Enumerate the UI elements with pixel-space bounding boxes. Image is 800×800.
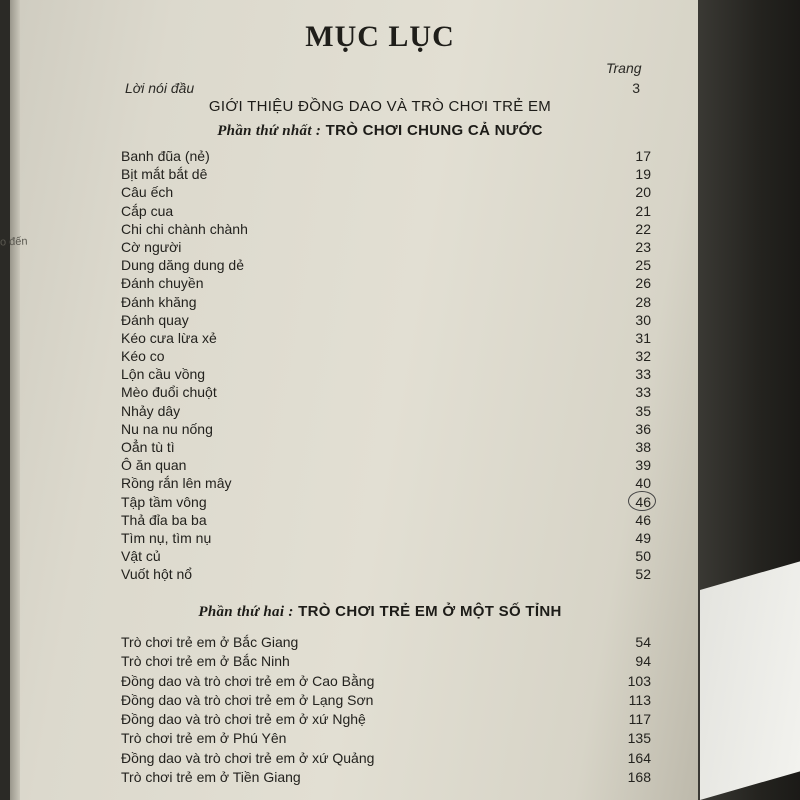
toc-entry-page: 20: [635, 184, 651, 201]
toc-entry-page: 113: [628, 691, 651, 708]
toc-entry: [121, 329, 651, 347]
toc-entry-label: Trò chơi trẻ em ở Bắc Ninh: [121, 653, 290, 670]
toc-entry-label: Đánh chuyền: [121, 275, 204, 292]
toc-entry: [121, 547, 651, 565]
toc-entry-label: Trò chơi trẻ em ở Phú Yên: [121, 730, 287, 747]
toc-entry: [121, 691, 651, 710]
toc-entry-label: Đồng dao và trò chơi trẻ em ở xứ Nghệ: [121, 711, 366, 728]
preface-page: 3: [632, 80, 640, 96]
toc-entry: [121, 256, 651, 274]
toc-entry-label: Đồng dao và trò chơi trẻ em ở xứ Quảng: [121, 749, 375, 766]
toc-entry-label: Rồng rắn lên mây: [121, 475, 232, 492]
toc-entry-page: 28: [635, 293, 651, 310]
toc-entry: [121, 749, 651, 768]
toc-entry: [121, 768, 651, 787]
preface-entry: [125, 80, 645, 100]
toc-entry-page: 54: [635, 634, 651, 650]
toc-entry-label: Trò chơi trẻ em ở Bắc Giang: [121, 634, 299, 650]
toc-entry-label: Bịt mắt bắt dê: [121, 166, 208, 183]
toc-entry-page: 31: [635, 329, 651, 346]
toc-entry-page: 135: [627, 730, 651, 747]
part2-prefix: Phần thứ hai :: [198, 604, 294, 620]
part1-list: [121, 147, 651, 584]
part1-heading: [110, 122, 650, 140]
toc-entry: [121, 238, 651, 256]
toc-entry: [121, 474, 651, 492]
toc-entry-page: 23: [635, 238, 651, 255]
preface-label: Lời nói đầu: [125, 80, 195, 96]
toc-entry-page: 25: [635, 257, 651, 274]
toc-entry-label: Banh đũa (nẻ): [121, 148, 210, 164]
toc-entry-page: 39: [635, 457, 651, 474]
toc-entry: [121, 165, 651, 183]
part2-heading: [110, 603, 650, 621]
toc-entry: [121, 565, 651, 583]
toc-entry-label: Ô ăn quan: [121, 457, 187, 474]
toc-entry-page: 103: [627, 672, 651, 689]
toc-entry-page: 22: [635, 220, 651, 237]
toc-entry: [121, 220, 651, 238]
toc-entry: [121, 529, 651, 547]
toc-entry-label: Kéo cưa lừa xẻ: [121, 329, 217, 346]
toc-entry: [121, 383, 651, 401]
toc-entry: [121, 511, 651, 529]
toc-entry-label: Đồng dao và trò chơi trẻ em ở Lạng Sơn: [121, 691, 374, 708]
toc-entry: [121, 402, 651, 420]
toc-entry: [121, 456, 651, 474]
toc-entry-page: 32: [635, 348, 651, 365]
part1-title: TRÒ CHƠI CHUNG CẢ NƯỚC: [325, 122, 543, 139]
toc-entry: [121, 672, 651, 691]
toc-entry-page: 26: [635, 275, 651, 292]
toc-entry-page: 168: [627, 769, 651, 786]
toc-entry: [121, 183, 651, 201]
toc-entry: [121, 710, 651, 729]
toc-entry-label: Lộn cầu vồng: [121, 366, 206, 383]
toc-entry-page: 46: [635, 511, 651, 528]
toc-entry-label: Dung dăng dung dẻ: [121, 257, 244, 274]
toc-entry-label: Đánh khăng: [121, 293, 197, 310]
toc-entry-label: Kéo co: [121, 348, 165, 365]
toc-entry-label: Mèo đuổi chuột: [121, 384, 217, 401]
toc-entry-page: 52: [635, 566, 651, 583]
page-spine: [10, 0, 20, 800]
toc-entry: [121, 420, 651, 438]
toc-entry-label: Tìm nụ, tìm nụ: [121, 529, 212, 546]
toc-entry: [121, 347, 651, 365]
toc-entry: [121, 311, 651, 329]
part1-prefix: Phần thứ nhất :: [217, 123, 322, 139]
toc-entry: [121, 493, 651, 511]
toc-entry: [121, 365, 651, 383]
toc-entry-label: Oẳn tù tì: [121, 439, 175, 455]
intro-heading: GIỚI THIỆU ĐỒNG DAO VÀ TRÒ CHƠI TRẺ EM: [208, 98, 552, 115]
toc-entry: [121, 438, 651, 456]
toc-entry-label: Cắp cua: [121, 202, 174, 219]
toc-entry-page: 35: [635, 402, 651, 419]
page-column-label: Trang: [606, 60, 642, 76]
toc-entry-label: Chi chi chành chành: [121, 220, 248, 237]
toc-entry: [121, 729, 651, 748]
toc-entry-page: 30: [635, 311, 651, 328]
toc-entry: [121, 652, 651, 671]
toc-entry-page: 19: [635, 166, 651, 183]
toc-entry-label: Tập tầm vông: [121, 493, 207, 510]
toc-entry-label: Cờ người: [121, 238, 182, 255]
toc-entry-page: 164: [627, 749, 651, 766]
toc-entry-label: Vật củ: [121, 548, 161, 565]
part2-list: [121, 633, 651, 787]
toc-entry-label: Đánh quay: [121, 311, 189, 328]
toc-entry-page: 33: [635, 384, 651, 401]
toc-entry-page: 94: [635, 653, 651, 670]
toc-entry-page: 40: [635, 475, 651, 492]
toc-entry: [121, 293, 651, 311]
toc-entry-label: Đồng dao và trò chơi trẻ em ở Cao Bằng: [121, 672, 375, 689]
toc-entry-label: Nhảy dây: [121, 402, 181, 419]
toc-entry-label: Trò chơi trẻ em ở Tiền Giang: [121, 769, 301, 786]
toc-entry-page: 117: [628, 711, 651, 728]
toc-entry-label: Thả đỉa ba ba: [121, 511, 207, 528]
toc-entry-page: 17: [635, 148, 651, 164]
toc-entry-page: 33: [635, 366, 651, 383]
part2-title: TRÒ CHƠI TRẺ EM Ở MỘT SỐ TỈNH: [298, 603, 562, 620]
book-page: [10, 0, 698, 800]
toc-entry-page: 36: [635, 420, 651, 437]
toc-entry: [121, 274, 651, 292]
toc-entry-label: Câu ếch: [121, 184, 174, 201]
toc-entry-page: 49: [635, 529, 651, 546]
toc-entry-page: 21: [635, 202, 651, 219]
toc-entry: [121, 633, 651, 652]
toc-entry-label: Nu na nu nống: [121, 420, 213, 437]
toc-entry-page: 50: [635, 548, 651, 565]
toc-entry: [121, 147, 651, 165]
toc-entry-page: 38: [635, 439, 651, 455]
pen-circle-mark: [628, 491, 656, 511]
toc-entry-page: 46: [635, 493, 651, 510]
adjacent-page-fragment: o đến: [0, 235, 28, 249]
page-title: MỤC LỤC: [305, 20, 455, 53]
toc-entry: [121, 202, 651, 220]
toc-entry-label: Vuốt hột nổ: [121, 566, 193, 583]
background-card: [700, 561, 800, 800]
